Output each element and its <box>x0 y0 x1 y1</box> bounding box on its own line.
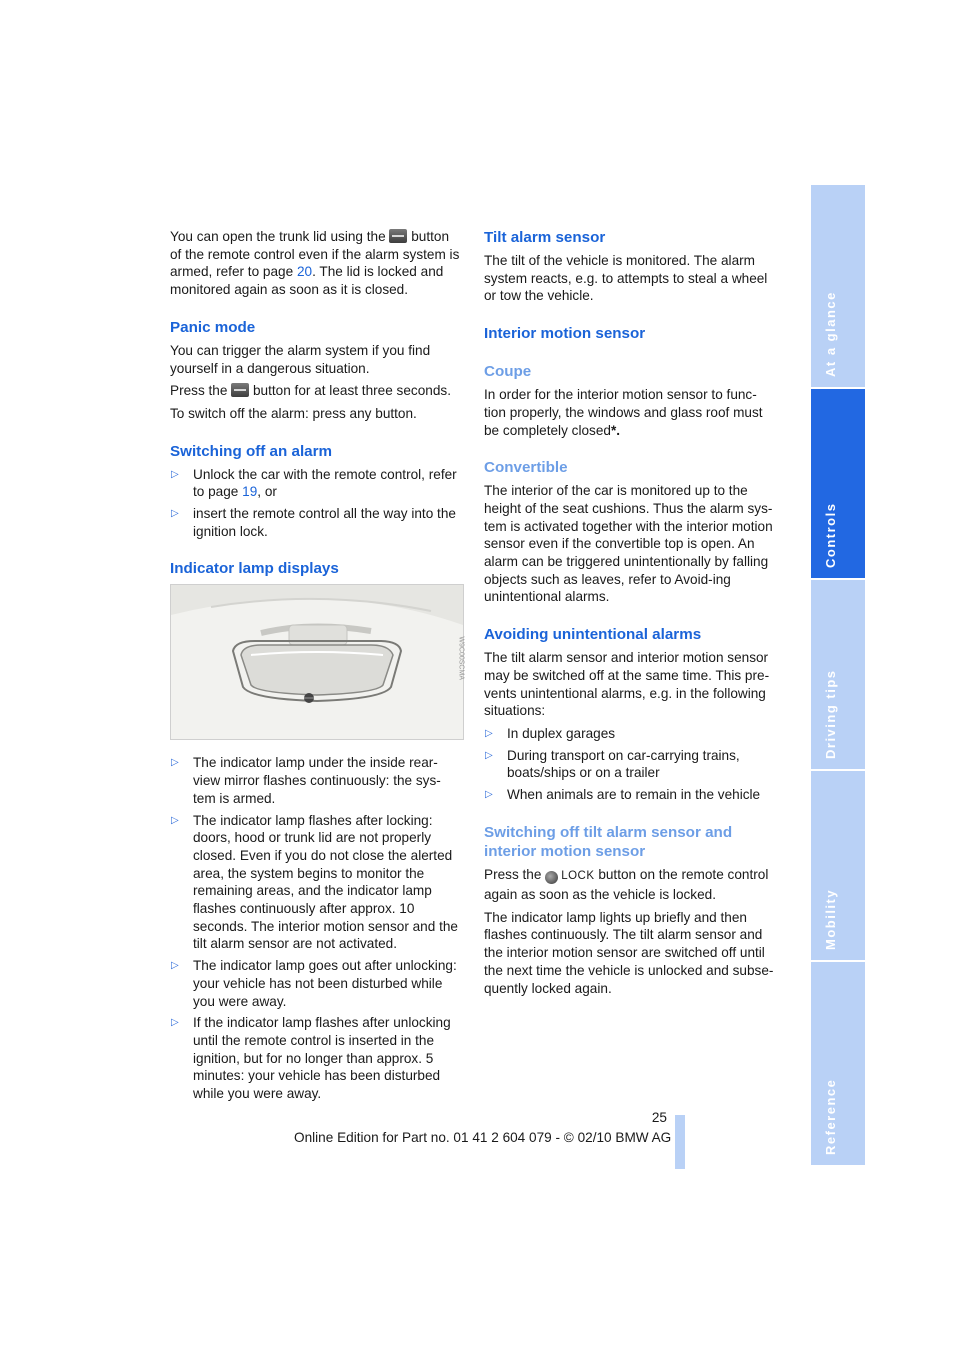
list-item: ▷ Unlock the car with the remote control, refer to page 19, or <box>171 466 457 500</box>
tilt-paragraph: The tilt of the vehicle is monitored. The alarm system reacts, e.g. to attempts to steal a wheel or tow the vehicle. <box>484 253 768 304</box>
coupe-heading: Coupe <box>484 363 532 381</box>
convertible-heading: Convertible <box>484 459 568 477</box>
bullet-arrow-icon: ▷ <box>485 727 493 739</box>
tab-controls[interactable]: Controls <box>811 389 865 578</box>
footer-edition: Online Edition for Part no. 01 41 2 604 079 - © 02/10 BMW AG <box>294 1130 672 1145</box>
panic-paragraph-1: You can trigger the alarm system if you find yourself in a dangerous situation. <box>170 342 431 376</box>
page-link-19[interactable]: 19 <box>242 484 258 500</box>
list-item: ▷ In duplex garages <box>485 725 616 741</box>
avoid-paragraph: The tilt alarm sensor and interior motion sensor may be switched off at the same time. This pre-vents unintentional alarms, e.g. in the following situations: <box>484 650 770 719</box>
avoid-alarms-heading: Avoiding unintentional alarms <box>484 626 702 644</box>
bullet-arrow-icon: ▷ <box>171 960 179 972</box>
right-column <box>484 228 777 1002</box>
rearview-mirror-figure <box>170 584 464 740</box>
page-number: 25 <box>651 1110 667 1125</box>
avoid-list <box>484 725 777 804</box>
page-marker-bar <box>675 1115 685 1169</box>
bullet-arrow-icon: ▷ <box>485 749 493 761</box>
tab-reference[interactable]: Reference <box>811 962 865 1165</box>
indicator-lamp-heading: Indicator lamp displays <box>170 560 339 578</box>
coupe-paragraph: In order for the interior motion sensor to func-tion properly, the windows and glass roof must be completely closed*. <box>484 387 763 438</box>
indicator-list <box>170 754 463 1102</box>
switch-off-alarm-heading: Switching off an alarm <box>170 442 333 460</box>
panic-mode-heading: Panic mode <box>170 318 256 336</box>
list-item: ▷ The indicator lamp goes out after unlocking: your vehicle has not been disturbed while you were away. <box>171 958 457 1009</box>
list-item: ▷ During transport on car-carrying trains, boats/ships or on a trailer <box>485 747 740 781</box>
bullet-arrow-icon: ▷ <box>485 789 493 801</box>
figure-code: W9C00SCMA <box>458 636 465 681</box>
convertible-paragraph: The interior of the car is monitored up to the height of the seat cushions. Thus the alarm sys-tem is activated together with the interior motion sensor even if the convertible top is open. An alarm can be triggered unintentionally by falling objects such as leaves, refer to Avoid-ing unintentional alarms. <box>484 483 773 605</box>
trunk-button-icon <box>389 229 407 243</box>
list-item: ▷ The indicator lamp under the inside rear-view mirror flashes continuously: the sys-tem is armed. <box>171 755 441 806</box>
list-item: ▷ If the indicator lamp flashes after unlocking until the remote control is inserted in the ignition, but for no longer than approx. 5 minutes: your vehicle has been disturbed while you were away. <box>171 1015 451 1102</box>
rearview-mirror-illustration <box>171 585 463 739</box>
bullet-arrow-icon: ▷ <box>171 814 179 826</box>
tilt-alarm-heading: Tilt alarm sensor <box>484 229 606 246</box>
panic-paragraph-3: To switch off the alarm: press any button. <box>170 405 417 421</box>
tab-at-a-glance[interactable]: At a glance <box>811 185 865 387</box>
intro-paragraph: You can open the trunk lid using the button of the remote control even if the alarm system is armed, refer to page 20. The lid is locked and monitored again as soon as it is closed. <box>170 229 460 298</box>
switch-tilt-paragraph-1: Press the LOCK button on the remote control again as soon as the vehicle is locked. <box>484 866 769 903</box>
tab-driving-tips[interactable]: Driving tips <box>811 580 865 769</box>
list-item: ▷ The indicator lamp flashes after locking: doors, hood or trunk lid are not properly closed. Even if you do not close the alerted area, the system begins to monitor the remaining areas, and the indicator lamp flashes continuously after approx. 10 seconds. The interior motion sensor and the tilt alarm sensor are not activated. <box>171 812 458 952</box>
lock-button-icon: LOCK <box>545 868 594 886</box>
section-tabs <box>811 185 865 1165</box>
left-column <box>170 228 463 1108</box>
switch-off-list <box>170 466 463 541</box>
tab-mobility[interactable]: Mobility <box>811 771 865 960</box>
bullet-arrow-icon: ▷ <box>171 757 179 769</box>
bullet-arrow-icon: ▷ <box>171 1017 179 1029</box>
panic-button-icon <box>231 383 249 397</box>
page-link-20[interactable]: 20 <box>296 264 313 280</box>
switch-off-tilt-heading: Switching off tilt alarm sensor and interior motion sensor <box>484 823 733 860</box>
list-item: ▷ When animals are to remain in the vehicle <box>485 787 761 803</box>
bullet-arrow-icon: ▷ <box>171 508 179 520</box>
interior-motion-heading: Interior motion sensor <box>484 325 646 343</box>
list-item: ▷ insert the remote control all the way into the ignition lock. <box>171 506 456 539</box>
switch-tilt-paragraph-2: The indicator lamp lights up briefly and then flashes continuously. The tilt alarm sensor and the interior motion sensor are switched off until the next time the vehicle is unlocked and subse-quently locked again. <box>484 909 774 996</box>
bullet-arrow-icon: ▷ <box>171 468 179 480</box>
panic-paragraph-2: Press the button for at least three seconds. <box>170 383 451 399</box>
